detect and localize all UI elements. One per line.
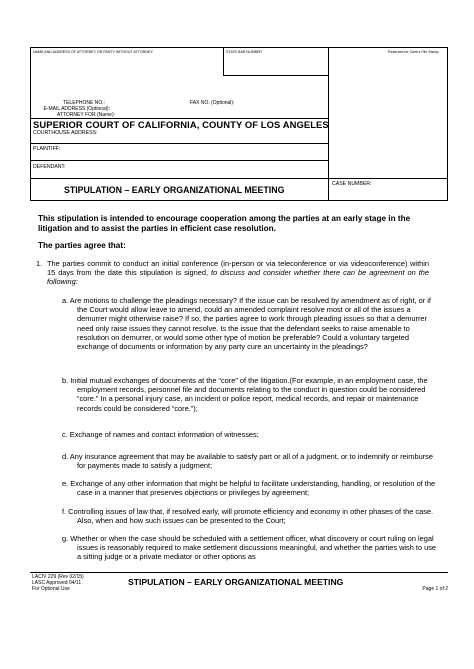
item-f: f. Controlling issues of law that, if resolved early, will promote efficiency and economy in other phases of the case. Also, when and how such issues can be presented to the Court; xyxy=(62,507,434,526)
header-bottom-rule xyxy=(30,200,448,201)
item-b: b. Initial mutual exchanges of documents at the “core” of the litigation.(For example, in an employment case, the employment records, personnel file and documents relating to the conduct in question could be considered “core.” In a personal injury case, an incident or police report, medical records, and repair or maintenance records could be considered “core.”); xyxy=(62,376,428,413)
form-title: STIPULATION – EARLY ORGANIZATIONAL MEETING xyxy=(64,185,285,195)
title-rule xyxy=(30,178,448,179)
attorney-label: NAME AND ADDRESS OF ATTORNEY OR PARTY WITHOUT ATTORNEY: xyxy=(33,50,154,54)
clerk-stamp-label: Reserved for Clerk's File Stamp xyxy=(388,50,439,54)
header-top-rule xyxy=(30,47,448,48)
plaintiff-rule xyxy=(30,143,328,144)
attorney-divider xyxy=(223,47,224,75)
item-g: g. Whether or when the case should be scheduled with a settlement officer, what discovery or court ruling on legal issues is reasonably required to make settlement discussions meaningful, and whether the parties wish to use a sitting judge or a private mediator or other options as xyxy=(62,534,437,562)
footer-rule xyxy=(30,572,448,573)
footer-optional: For Optional Use xyxy=(32,586,70,592)
item-c: c. Exchange of names and contact information of witnesses; xyxy=(62,430,259,439)
attorney-for-label: ATTORNEY FOR (Name): xyxy=(56,112,115,118)
state-bar-label: STATE BAR NUMBER xyxy=(226,50,263,54)
agree-heading: The parties agree that: xyxy=(38,241,126,250)
defendant-rule xyxy=(30,160,328,161)
courthouse-label: COURTHOUSE ADDRESS: xyxy=(33,130,98,136)
item-1 xyxy=(47,259,429,287)
item-1-text: The parties commit to conduct an initial conference (in-person or via teleconference or via videoconference) within 15 days from the date this stipulation is signed, xyxy=(47,259,429,278)
defendant-label: DEFENDANT: xyxy=(33,164,66,170)
telephone-label: TELEPHONE NO.: xyxy=(63,100,105,106)
item-1-italic: to discuss and consider whether there can be agreement on the following: xyxy=(47,268,429,287)
plaintiff-label: PLAINTIFF: xyxy=(33,146,61,152)
footer-title: STIPULATION – EARLY ORGANIZATIONAL MEETING xyxy=(128,577,344,587)
item-d: d. Any insurance agreement that may be available to satisfy part or all of a judgment, or to indemnify or reimburse for payments made to satisfy a judgment; xyxy=(62,452,433,471)
footer-form-number: LACIV 229 (Rev 02/15) xyxy=(32,574,84,580)
case-number-label: CASE NUMBER: xyxy=(332,181,372,187)
item-1-number: 1. xyxy=(36,259,43,268)
attorney-box-bottom xyxy=(223,75,328,76)
intro-paragraph: This stipulation is intended to encourage cooperation among the parties at an early stage in the litigation and to assist the parties in efficient case resolution. xyxy=(38,214,411,234)
court-name: SUPERIOR COURT OF CALIFORNIA, COUNTY OF LOS ANGELES xyxy=(33,119,329,130)
fax-label: FAX NO. (Optional): xyxy=(190,100,235,106)
email-label: E-MAIL ADDRESS (Optional): xyxy=(43,106,110,112)
item-a: a. Are motions to challenge the pleadings necessary? If the issue can be resolved by amendment as of right, or if the Court would allow leave to amend, could an amended complaint resolve most or all of the issues a demurrer might otherwise raise? If so, the parties agree to work through pleading issues so that a demurrer need only raise issues they cannot resolve. Is the issue that the defendant seeks to raise amenable to resolution on demurrer, or would some other type of motion be preferable? Could a voluntary targeted exchange of documents or information by any party cure an uncertainty in the pleadings? xyxy=(62,296,431,352)
footer-approved: LASC Approved 04/11 xyxy=(32,580,82,586)
item-e: e. Exchange of any other information that might be helpful to facilitate understanding, handling, or resolution of the case in a manner that preserves objections or privileges by agreement; xyxy=(62,479,436,498)
page-number: Page 1 of 2 xyxy=(422,586,448,592)
